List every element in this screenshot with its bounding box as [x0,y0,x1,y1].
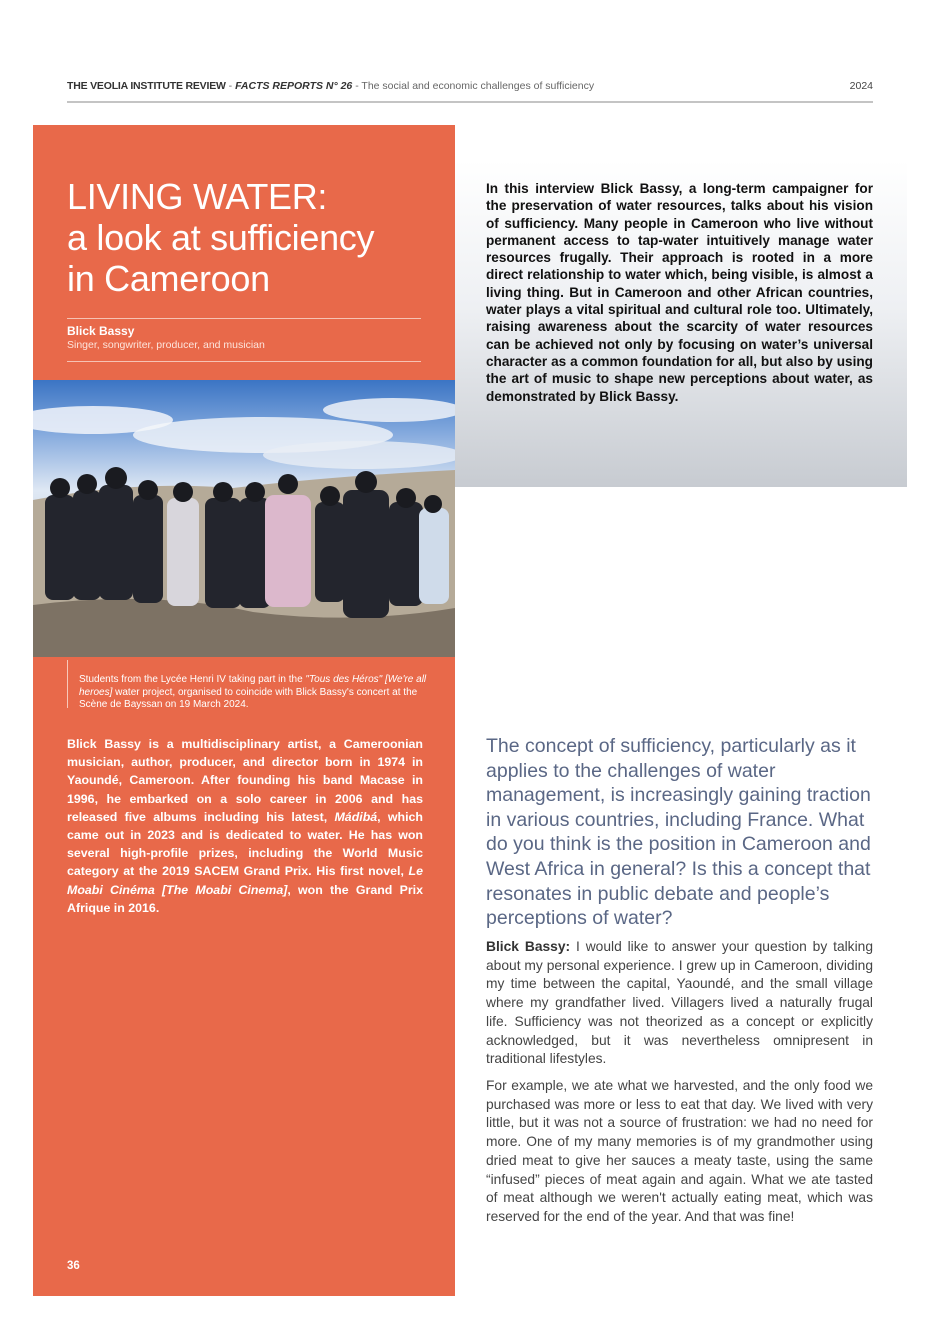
interview-answer-1 [486,938,873,1069]
bio-text-3: , won the Grand Prix Afrique in 2016. [67,882,424,915]
author-divider-bottom [67,361,421,362]
title-line-2: a look at sufficiency [67,217,375,258]
interview-answer-2: For example, we ate what we harvested, and the only food we purchased was more or less to eat that day. We lived with very little, but it was not a source of frustration: we had no need for more. One of my many memories is of my grandmother using dried meat to give her sauces a meaty taste, using the same “infused” pieces of meat again and again. What we ate tasted of meat although we weren't actually eating meat, which was reserved for the end of the year. And that was fine! [486,1078,873,1224]
article-photo [33,380,455,657]
page-number: 36 [67,1260,80,1272]
caption-accent-bar [67,660,68,708]
header-divider [67,101,873,103]
author-divider-top [67,318,421,319]
title-line-1: LIVING WATER: [67,176,328,217]
title-line-3: in Cameroon [67,258,270,299]
author-bio [67,735,423,917]
header-separator: - [225,80,236,92]
bio-text-1: Blick Bassy is a multidisciplinary artist, a Cameroonian musician, author, producer, and director born in 1974 in Yaoundé, Cameroon. After founding his band Macase in 1996, he embarked on a solo career in 2006 and has released five albums including his latest, [67,737,423,824]
running-header [67,80,873,92]
answer-1-text: I would like to answer your question by talking about my personal experience. I grew up in Cameroon, dividing my time between the capital, Yaoundé, and the small village where my grandfather lived. Villagers lived a naturally frugal life. Sufficiency was not theorized as a concept or explicitly acknowledged, but it was nevertheless omnipresent in traditional lifestyles. [486,939,873,1067]
intro-paragraph: In this interview Blick Bassy, a long-term campaigner for the preservation of water resources, talks about his vision of sufficiency. Many people in Cameroon who live without permanent access to tap-water intuitively manage water resources frugally. Their approach is rooted in a more direct relationship to water which, being visible, is almost a living thing. But in Cameroon and other African countries, water plays a vital spiritual and cultural role too. Ultimately, raising awareness about the scarcity of water resources can be achieved not only by focusing on water’s universal character as a common foundation for all, but also by using the art of music to shape new perceptions about water, as demonstrated by Blick Bassy. [486,181,873,404]
header-subtitle: - The social and economic challenges of sufficiency [352,80,595,92]
publication-name: THE VEOLIA INSTITUTE REVIEW [67,80,226,92]
photo-illustration [33,380,455,657]
bio-text-2: , which came out in 2023 and is dedicated to water. He has won several high-profile prizes, including the World Music category at the 2019 SACEM Grand Prix. His first novel, [67,809,424,879]
author-name: Blick Bassy [67,324,135,338]
caption-text-end: water project, organised to coincide with Blick Bassy's concert at the Scène de Bayssan on 19 March 2024. [79,686,418,710]
interview-question: The concept of sufficiency, particularly as it applies to the challenges of water management, is increasingly gaining traction in various countries, including France. What do you think is the position in Cameroon and West Africa in general? Is this a concept that resonates in public debate and people’s perceptions of water? [486,735,871,930]
article-title [67,176,447,299]
answer-speaker: Blick Bassy: [486,939,571,954]
series-name: FACTS REPORTS N° 26 [235,80,353,92]
caption-project-title: "Tous des Héros" [We're all heroes] [79,674,427,698]
photo-caption [79,674,439,712]
header-year: 2024 [849,80,873,92]
bio-album-title: Mádibá [334,809,378,824]
bio-novel-title: Le Moabi Cinéma [The Moabi Cinema] [67,864,423,897]
author-role: Singer, songwriter, producer, and musician [67,339,265,351]
caption-text: Students from the Lycée Henri IV taking part in the [79,674,306,685]
